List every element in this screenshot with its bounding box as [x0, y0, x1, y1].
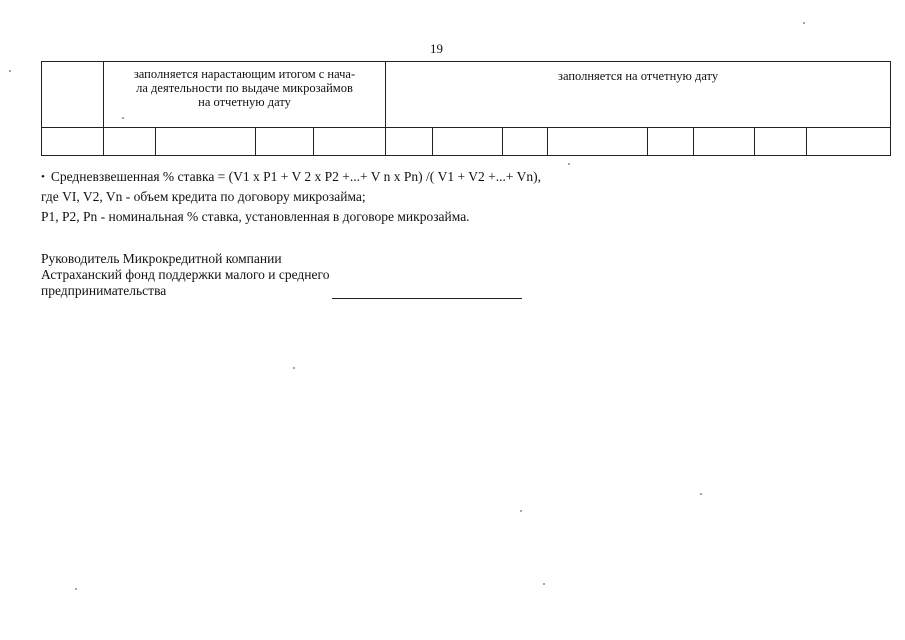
table-header-reporting: заполняется на отчетную дату: [386, 62, 891, 128]
footnote-formula-line: [41, 167, 541, 187]
table-cell: [433, 128, 503, 156]
scan-speck: [803, 22, 805, 24]
table-cell: [156, 128, 256, 156]
footnote-block: [41, 167, 541, 227]
scan-speck: [520, 510, 522, 512]
signature-block: [41, 251, 329, 299]
footnote-volume-line: где VI, V2, Vn - объем кредита по договору микрозайма;: [41, 189, 366, 204]
table-row: [42, 128, 891, 156]
signature-title-line-2: Астраханский фонд поддержки малого и среднего: [41, 267, 330, 282]
table-cell: [755, 128, 807, 156]
table-cell: [256, 128, 314, 156]
scan-speck: [700, 493, 702, 495]
table-cell: [104, 128, 156, 156]
scan-speck: [9, 70, 11, 72]
table-cell: [386, 128, 433, 156]
scan-speck: [122, 117, 124, 119]
cumulative-line-2: ла деятельности по выдаче микрозаймов: [136, 81, 353, 95]
footnote-rate-line: P1, P2, Pn - номинальная % ставка, установленная в договоре микрозайма.: [41, 209, 470, 224]
table-cell: [42, 128, 104, 156]
table-cell: [548, 128, 648, 156]
signature-title-line-1: Руководитель Микрокредитной компании: [41, 251, 282, 266]
table-cell: [314, 128, 386, 156]
scan-speck: [568, 163, 570, 165]
table-cell: [503, 128, 548, 156]
report-table: [41, 61, 891, 156]
cumulative-line-3: на отчетную дату: [198, 95, 291, 109]
signature-title-line-3: предпринимательства: [41, 283, 167, 298]
scan-speck: [293, 367, 295, 369]
table-cell: [694, 128, 755, 156]
table-cell: [807, 128, 891, 156]
page-number: 19: [430, 41, 443, 56]
scan-speck: [75, 588, 77, 590]
cumulative-line-1: заполняется нарастающим итогом с нача-: [133, 67, 356, 81]
table-cell: [648, 128, 694, 156]
scan-speck: [543, 583, 545, 585]
table-header-cumulative: [104, 62, 386, 128]
table-header-cell-empty: [42, 62, 104, 128]
table-header-row: [42, 62, 891, 128]
signature-line: [332, 298, 522, 299]
footnote-marker: •: [41, 171, 45, 183]
footnote-formula: Средневзвешенная % ставка = (V1 x P1 + V 2 x P2 +...+ V n x Pn) /( V1 + V2 +...+ Vn),: [50, 169, 542, 184]
